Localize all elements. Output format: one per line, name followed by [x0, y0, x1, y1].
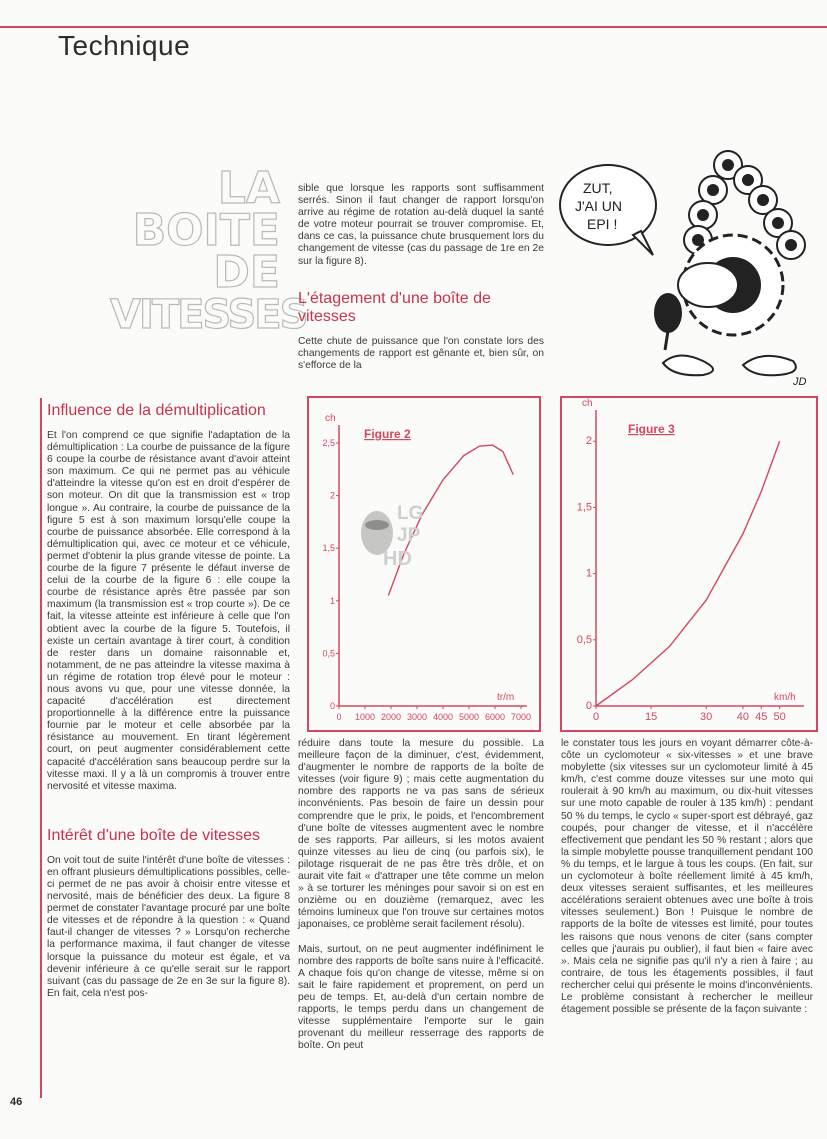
x-tick-label: 3000	[406, 712, 428, 722]
y-tick-label: 2	[329, 490, 335, 501]
watermark-text-3: HD	[383, 548, 412, 570]
y-tick-label: 2,5	[322, 438, 335, 448]
cartoon-drawing	[553, 135, 818, 390]
x-tick-label: 0	[592, 711, 600, 723]
column-rule	[40, 398, 42, 1098]
column-1	[47, 402, 290, 1000]
page-number: 46	[10, 1096, 23, 1108]
x-tick-label: 15	[644, 711, 658, 723]
section-label: Technique	[58, 30, 191, 61]
body-interet: On voit tout de suite l'intérêt d'une boîte de vitesses : en offrant plusieurs démultiplications possibles, celle-ci permet de ne pas avoir à choisir entre vitesse et nervosité, mais de bénéficier des deux. La figure 8 permet de constater l'avantage procuré par une boîte de vitesses et de répondre à la question : « Quand faut-il changer de vitesses ? » Lorsqu'on recherche la performance maxima, il faut changer de vitesse lorsque la puissance du moteur est égale, et va devenir inférieure à ce qu'elle serait sur le rapport suivant (cas du passage de 2e en 3e sur la figure 8). En fait, cela n'est pos-	[47, 854, 290, 999]
top-rule	[0, 26, 827, 28]
x-tick-label: 1000	[354, 712, 376, 722]
body-col2-mid: Cette chute de puissance que l'on constate lors des changements de rapport est gênante et, bien sûr, on s'efforce de la	[298, 335, 544, 371]
title-line-4: VITESSES	[110, 292, 307, 338]
x-tick-label: 50	[773, 711, 786, 723]
body-col2-bottom-1: réduire dans toute la mesure du possible. La meilleure façon de la diminuer, c'est, évidemment, d'augmenter le nombre de rapports de la boîte de vitesses (voir figure 9) ; mais cette augmentation du nombre des rapports ne va pas sans de sérieux inconvénients. Pas besoin de faire un dessin pour comprendre que le prix, le poids, et l'encombrement d'une boîte de vitesses augmentent avec le nombre de ses rapports. Par ailleurs, si les motos avaient quinze vitesses au lieu de cinq (ou parfois six), le pilotage risquerait de ne pas être très drôle, et on aurait vite fait « d'attraper une tête comme un melon » à se torturer les méninges pour savoir si on est en onzième ou en douzième (remarquez, avec les témoins lumineux que l'on trouve sur certaines motos japonaises, ce problème serait facilement résolu).	[298, 738, 544, 931]
cartoon	[553, 135, 818, 390]
x-tick-label: 6000	[484, 712, 506, 722]
watermark	[355, 495, 445, 580]
heading-interet: Intérêt d'une boîte de vitesses	[47, 826, 260, 844]
chart-title: Figure 2	[364, 427, 411, 441]
y-tick-label: 1,5	[322, 543, 335, 554]
figure-3	[560, 396, 818, 732]
x-tick-label: 0	[336, 712, 342, 722]
x-tick-label: 2000	[380, 712, 402, 722]
figure-3-chart	[562, 398, 816, 730]
y-axis-label: ch	[582, 398, 593, 409]
bubble-line-2: J'AI UN	[575, 198, 623, 214]
title-line-3: DE	[213, 247, 280, 298]
x-tick-label: 45	[755, 711, 768, 723]
y-tick-label: 1	[585, 567, 592, 580]
x-tick-label: 5000	[458, 712, 480, 722]
body-col3: le constater tous les jours en voyant démarrer côte-à-côte un cyclomoteur « six-vitesses » et une brave mobylette (six vitesses sur un cyclomoteur limité à 45 km/h, c'est comme douze vitesses sur une moto qui roulerait à 90 km/h au maximum, ou dix-huit vitesses sur une moto capable de rouler à 135 km/h) : pendant 50 % du temps, le cyclo « super-sport est débrayé, gaz coupés, pour changer de vitesse, et il n'accélère effectivement que pendant les 50 % restant ; alors que la simple mobylette pousse tranquillement pendant 100 % du temps, et le largue à tous les coups. (En fait, sur un cyclomoteur à boîte réellement limité à 45 km/h, deux vitesses seraient suffisantes, et les meilleures accélérations seraient obtenues avec une boîte à trois vitesses seulement.) Bon ! Puisque le nombre de rapports de la boîte de vitesses est limité, pour toutes les raisons que nous venons de citer (sans compter celles que j'aurais pu oublier), il faut bien « faire avec ». Mais cela ne signifie pas qu'il n'y a rien à faire ; au contraire, de tous les étagements possibles, il faut rechercher celui qui présente le moins d'inconvénients. Le problème consistant à rechercher le meilleur étagement possible se présente de la façon suivante :	[561, 738, 813, 1016]
y-tick-label: 0,5	[576, 633, 592, 646]
watermark-text-2: JP	[397, 525, 421, 546]
heading-etagement: L'étagement d'une boîte de vitesses	[298, 289, 491, 325]
y-tick-label: 1	[329, 595, 335, 606]
cartoon-signature: JD	[793, 376, 807, 388]
y-tick-label: 0,5	[322, 648, 335, 659]
watermark-logo	[355, 495, 445, 575]
bubble-line-1: ZUT,	[583, 180, 613, 196]
column-3	[561, 738, 813, 1016]
x-axis-label: tr/m	[497, 692, 515, 703]
y-tick-label: 0	[329, 701, 335, 711]
y-axis-label: ch	[325, 413, 336, 424]
y-tick-label: 2	[585, 435, 592, 448]
column-2-top	[298, 183, 544, 372]
x-tick-label: 30	[700, 711, 713, 723]
title-line-1: LA	[217, 163, 280, 214]
y-tick-label: 0	[585, 700, 592, 712]
watermark-text-1: LG	[397, 503, 424, 524]
title-line-2: BOITE	[132, 205, 280, 256]
x-tick-label: 40	[736, 711, 750, 723]
chart-title: Figure 3	[628, 422, 675, 436]
y-tick-label: 1,5	[576, 501, 592, 514]
body-col2-bottom-2: Mais, surtout, on ne peut augmenter indéfiniment le nombre des rapports de boîte sans nuire à l'efficacité. A chaque fois qu'on change de vitesse, même si on sait le faire rapidement et proprement, on perd un peu de temps. Et, au-delà d'un certain nombre de rapports, le temps perdu dans un changement de vitesse supplémentaire l'emporte sur le gain provenant du meilleur resserrage des rapports de boîte. On peut	[298, 943, 544, 1052]
heading-influence: Influence de la démultiplication	[47, 402, 266, 419]
article-title	[110, 163, 307, 338]
body-col2-top: sible que lorsque les rapports sont suffisamment serrés. Sinon il faut changer de rapport lorsqu'on arrive au régime de rotation au-delà duquel la santé de votre moteur pourrait se trouver compromise. Et, dans ce cas, la puissance chute brusquement lors du changement de vitesse (cas du passage de 1re en 2e sur la figure 8).	[298, 183, 544, 267]
body-influence: Et l'on comprend ce que signifie l'adaptation de la démultiplication : La courbe de puissance de la figure 6 coupe la courbe de résistance avant d'avoir atteint son maximum. Ce qui ne permet pas au véhicule d'atteindre la vitesse qu'on est en droit d'espérer de son moteur. On dit que la transmission est « trop longue ». Au contraire, la courbe de puissance de la figure 5 est à son maximum lorsqu'elle coupe la courbe de puissance absorbée. Elle correspond à la démultiplication qui, avec ce moteur et ce véhicule, permet d'obtenir la plus grande vitesse de pointe. La courbe de la figure 7 présente le défaut inverse de celui de la courbe de la figure 6 : elle coupe la courbe de résistance après être passée par son maximum (la transmission est « trop courte »). De ce fait, la vitesse atteinte est inférieure à celle que l'on obtient avec la courbe de la figure 5. Toutefois, il existe un certain avantage à tirer court, à condition de rester dans un domaine raisonnable et, notamment, de ne pas atteindre la vitesse maxima à un régime de rotation trop élevé pour le moteur : nous avons vu que, pour une vitesse donnée, la capacité d'accélération est directement proportionnelle à la différence entre la puissance fournie par le moteur et celle absorbée par la résistance au mouvement. En tirant légèrement court, on peut augmenter considérablement cette capacité d'accélération sans beaucoup perdre sur la vitesse maxi. Il y a là un compromis à trouver entre nervosité et vitesse maxima.	[47, 430, 290, 792]
bubble-line-3: EPI !	[587, 216, 618, 232]
x-tick-label: 7000	[510, 712, 532, 722]
x-axis-label: km/h	[774, 692, 796, 703]
column-2-bottom	[298, 738, 544, 1052]
power-curve	[596, 441, 780, 706]
x-tick-label: 4000	[432, 712, 454, 722]
